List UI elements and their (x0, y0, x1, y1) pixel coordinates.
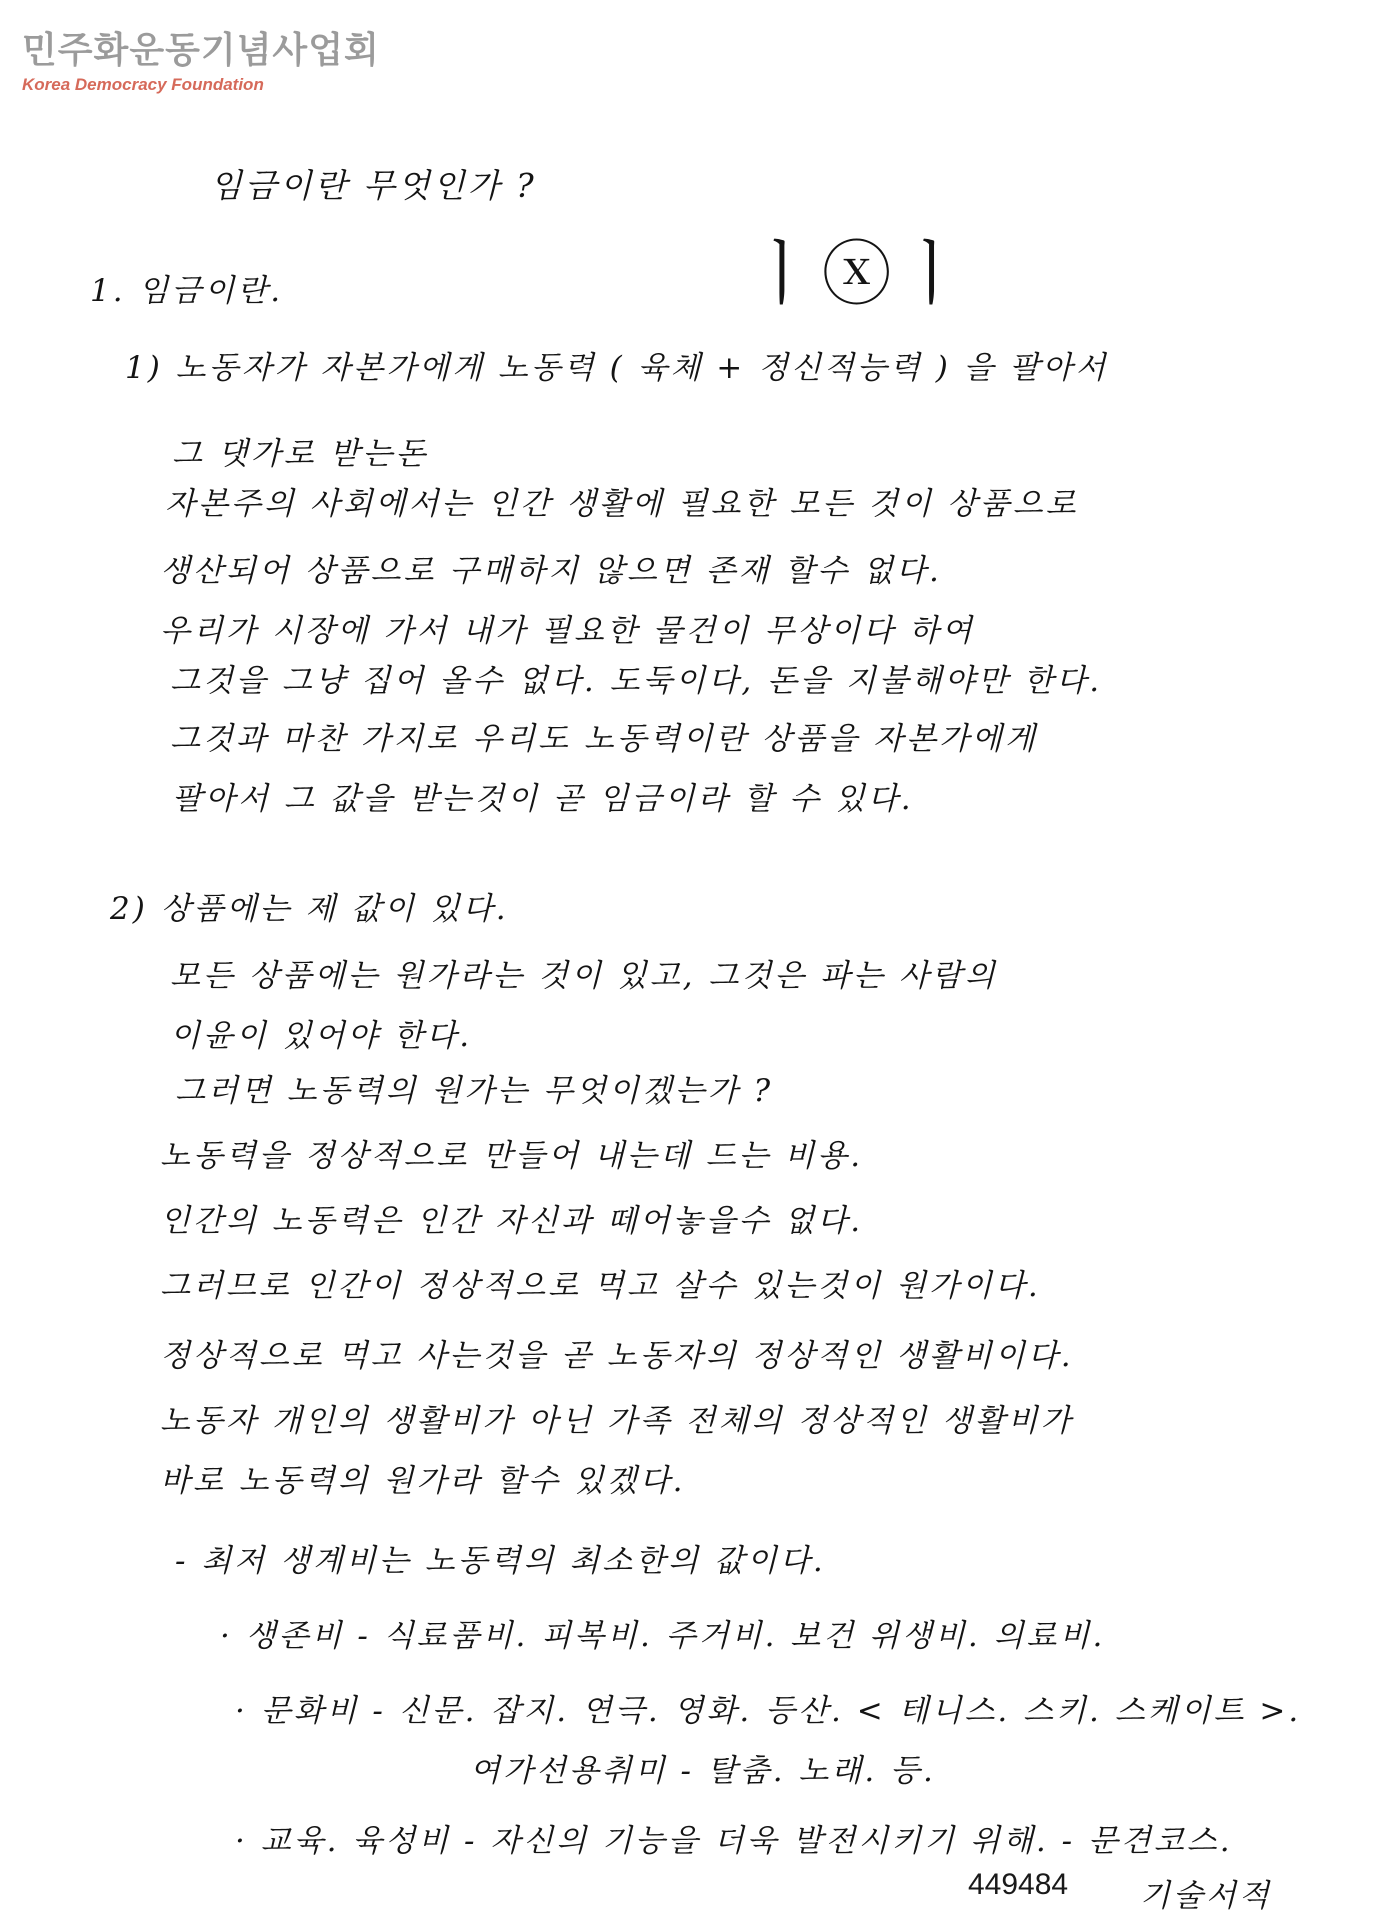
foundation-watermark (22, 22, 380, 95)
text-line: 노동자 개인의 생활비가 아닌 가족 전체의 정상적인 생활비가 (160, 1403, 1074, 1439)
text-line: 생산되어 상품으로 구매하지 않으면 존재 할수 없다. (160, 553, 942, 589)
document-title: 임금이란 무엇인가 ? (210, 166, 537, 205)
text-line: 자본주의 사회에서는 인간 생활에 필요한 모든 것이 상품으로 (165, 486, 1079, 522)
list-item: 여가선용취미 - 탈춤. 노래. 등. (470, 1753, 936, 1789)
text-line: 인간의 노동력은 인간 자신과 떼어놓을수 없다. (160, 1203, 864, 1239)
subsection-heading: 2) 상품에는 제 값이 있다. (110, 891, 509, 927)
subsection-heading: 1) 노동자가 자본가에게 노동력 ( 육체 + 정신적능력 ) 을 팔아서 (125, 350, 1109, 386)
text-line: 모든 상품에는 원가라는 것이 있고, 그것은 파는 사람의 (170, 958, 998, 994)
text-line: 그것을 그냥 집어 올수 없다. 도둑이다, 돈을 지불해야만 한다. (170, 663, 1103, 699)
text-line: 정상적으로 먹고 사는것을 곧 노동자의 정상적인 생활비이다. (160, 1338, 1074, 1374)
text-line: 그러면 노동력의 원가는 무엇이겠는가 ? (175, 1073, 774, 1109)
list-item: · 교육. 육성비 - 자신의 기능을 더욱 발전시키기 위해. - 문견코스. (235, 1823, 1233, 1859)
text-line: 그러므로 인간이 정상적으로 먹고 살수 있는것이 원가이다. (160, 1268, 1041, 1304)
text-line: 우리가 시장에 가서 내가 필요한 물건이 무상이다 하여 (160, 613, 975, 649)
page-mark: ㅣⓧㅣ (748, 233, 972, 315)
text-line: 그 댓가로 받는돈 (172, 436, 429, 472)
list-item: · 생존비 - 식료품비. 피복비. 주거비. 보건 위생비. 의료비. (220, 1618, 1106, 1654)
text-line: 이윤이 있어야 한다. (170, 1018, 473, 1054)
list-item: - 최저 생계비는 노동력의 최소한의 값이다. (175, 1543, 826, 1579)
watermark-korean-name: 민주화운동기념사업회 (22, 30, 380, 71)
text-line: 바로 노동력의 원가라 할수 있겠다. (160, 1463, 686, 1499)
text-line: 그것과 마찬 가지로 우리도 노동력이란 상품을 자본가에게 (170, 721, 1038, 757)
section-heading: 1. 임금이란. (90, 273, 284, 309)
document-number: 449484 (968, 1868, 1069, 1901)
watermark-english-name: Korea Democracy Foundation (22, 75, 264, 94)
text-line: 노동력을 정상적으로 만들어 내는데 드는 비용. (160, 1138, 864, 1174)
list-item: · 문화비 - 신문. 잡지. 연극. 영화. 등산. < 테니스. 스키. 스케이트 >. (235, 1693, 1302, 1729)
text-line: 팔아서 그 값을 받는것이 곧 임금이라 할 수 있다. (172, 781, 914, 817)
list-item: 기술서적 (1140, 1878, 1272, 1914)
